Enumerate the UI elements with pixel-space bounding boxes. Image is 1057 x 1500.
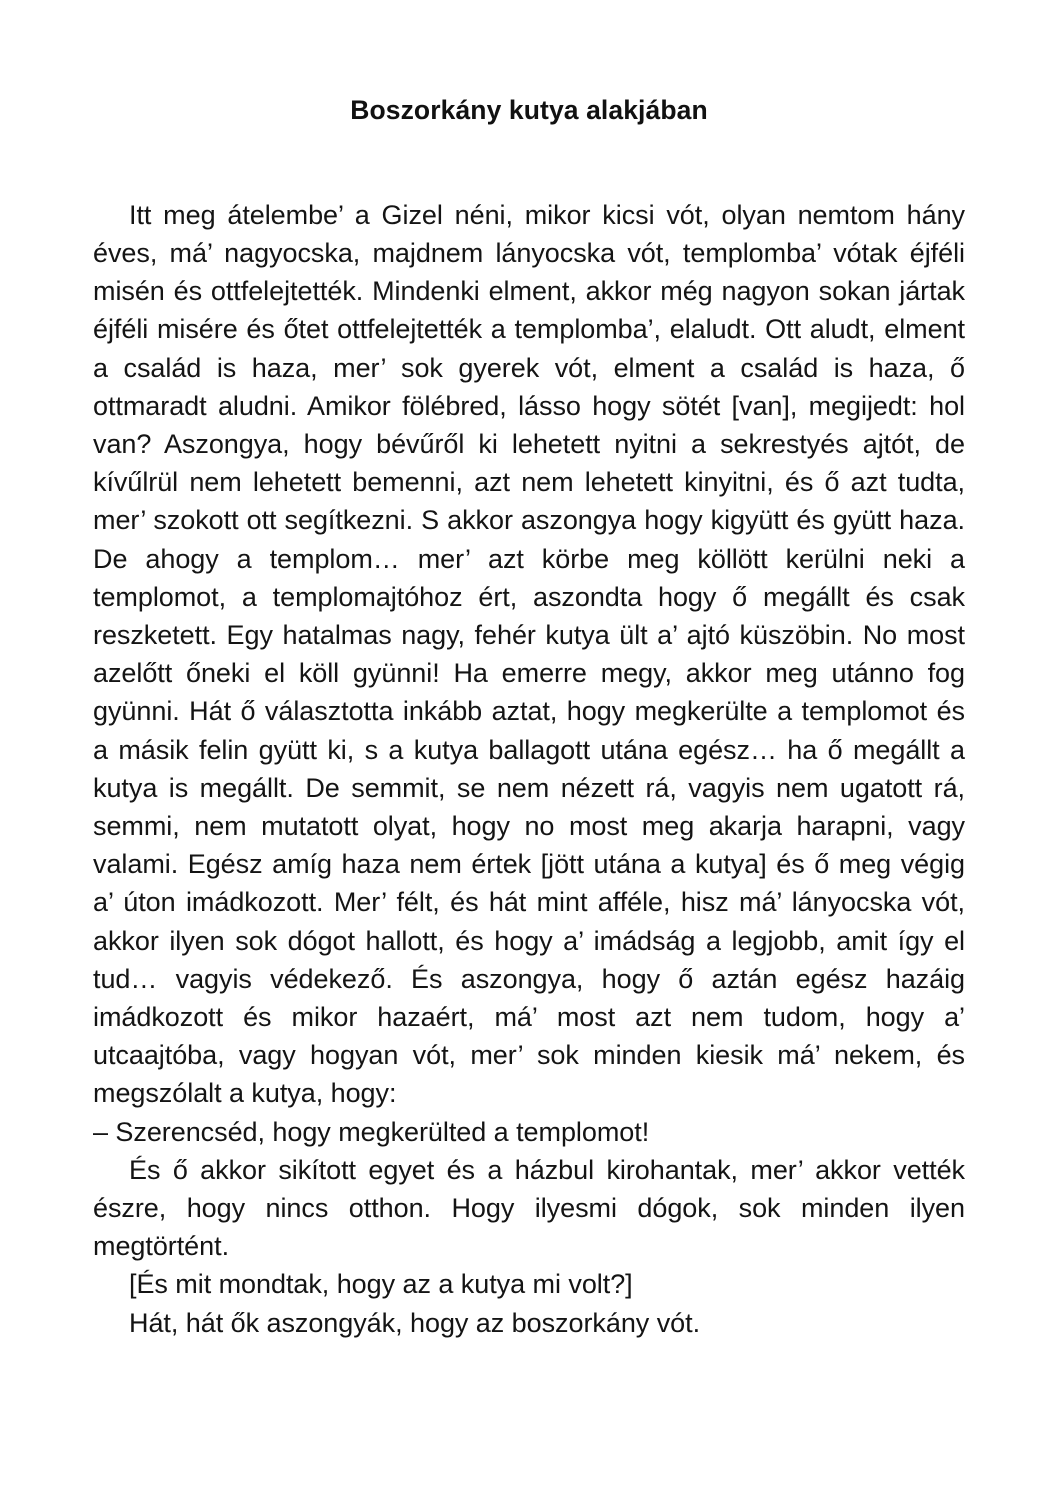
paragraph-3: És ő akkor sikított egyet és a házbul kirohantak, mer’ akkor vették észre, hogy nincs otthon. Hogy ilyesmi dógok, sok minden ilyen megtörtént.: [93, 1154, 965, 1262]
page-title: Boszorkány kutya alakjában: [350, 95, 708, 125]
paragraph-2-dialogue: – Szerencséd, hogy megkerülted a templomot!: [93, 1116, 650, 1147]
paragraph-4-question: [És mit mondtak, hogy az a kutya mi volt?]: [129, 1269, 633, 1300]
paragraph-5-answer: Hát, hát ők aszongyák, hogy az boszorkány vót.: [129, 1307, 701, 1338]
body-text: [93, 196, 965, 1342]
page-content: [93, 0, 965, 1342]
paragraph-1: Itt meg átelembe’ a Gizel néni, mikor kicsi vót, olyan nemtom hány éves, má’ nagyocska, majdnem lányocska vót, templomba’ vótak éjféli misén és ottfelejtették. Mindenki elment, akkor még nagyon sokan jártak éjféli misére és őtet ottfelejtették a templomba’, elaludt. Ott aludt, elment a család is haza, mer’ sok gyerek vót, elment a család is haza, ő ottmaradt aludni. Amikor fölébred, lásso hogy sötét [van], megijedt: hol van? Aszongya, hogy bévűről ki lehetett nyitni a sekrestyés ajtót, de kívűlrül nem lehetett bemenni, azt nem lehetett kinyitni, és ő azt tudta, mer’ szokott ott segítkezni. S akkor aszongya hogy kigyütt és gyütt haza. De ahogy a templom… mer’ azt körbe meg köllött kerülni neki a templomot, a templomajtóhoz ért, aszondta hogy ő megállt és csak reszketett. Egy hatalmas nagy, fehér kutya ült a’ ajtó küszöbin. No most azelőtt őneki el köll gyünni! Ha emerre megy, akkor meg utánno fog gyünni. Hát ő választotta inkább aztat, hogy megkerülte a templomot és a másik felin gyütt ki, s a kutya ballagott utána egész… ha ő megállt a kutya is megállt. De semmit, se nem nézett rá, vagyis nem ugatott rá, semmi, nem mutatott olyat, hogy no most meg akarja harapni, vagy valami. Egész amíg haza nem értek [jött utána a kutya] és ő meg végig a’ úton imádkozott. Mer’ félt, és hát mint afféle, hisz má’ lányocska vót, akkor ilyen sok dógot hallott, és hogy a’ imádság a legjobb, amit így el tud… vagyis védekező. És aszongya, hogy ő aztán egész hazáig imádkozott és mikor hazaért, má’ most azt nem tudom, hogy a’ utcaajtóba, vagy hogyan vót, mer’ sok minden kiesik má’ nekem, és megszólalt a kutya, hogy:: [93, 199, 965, 1109]
